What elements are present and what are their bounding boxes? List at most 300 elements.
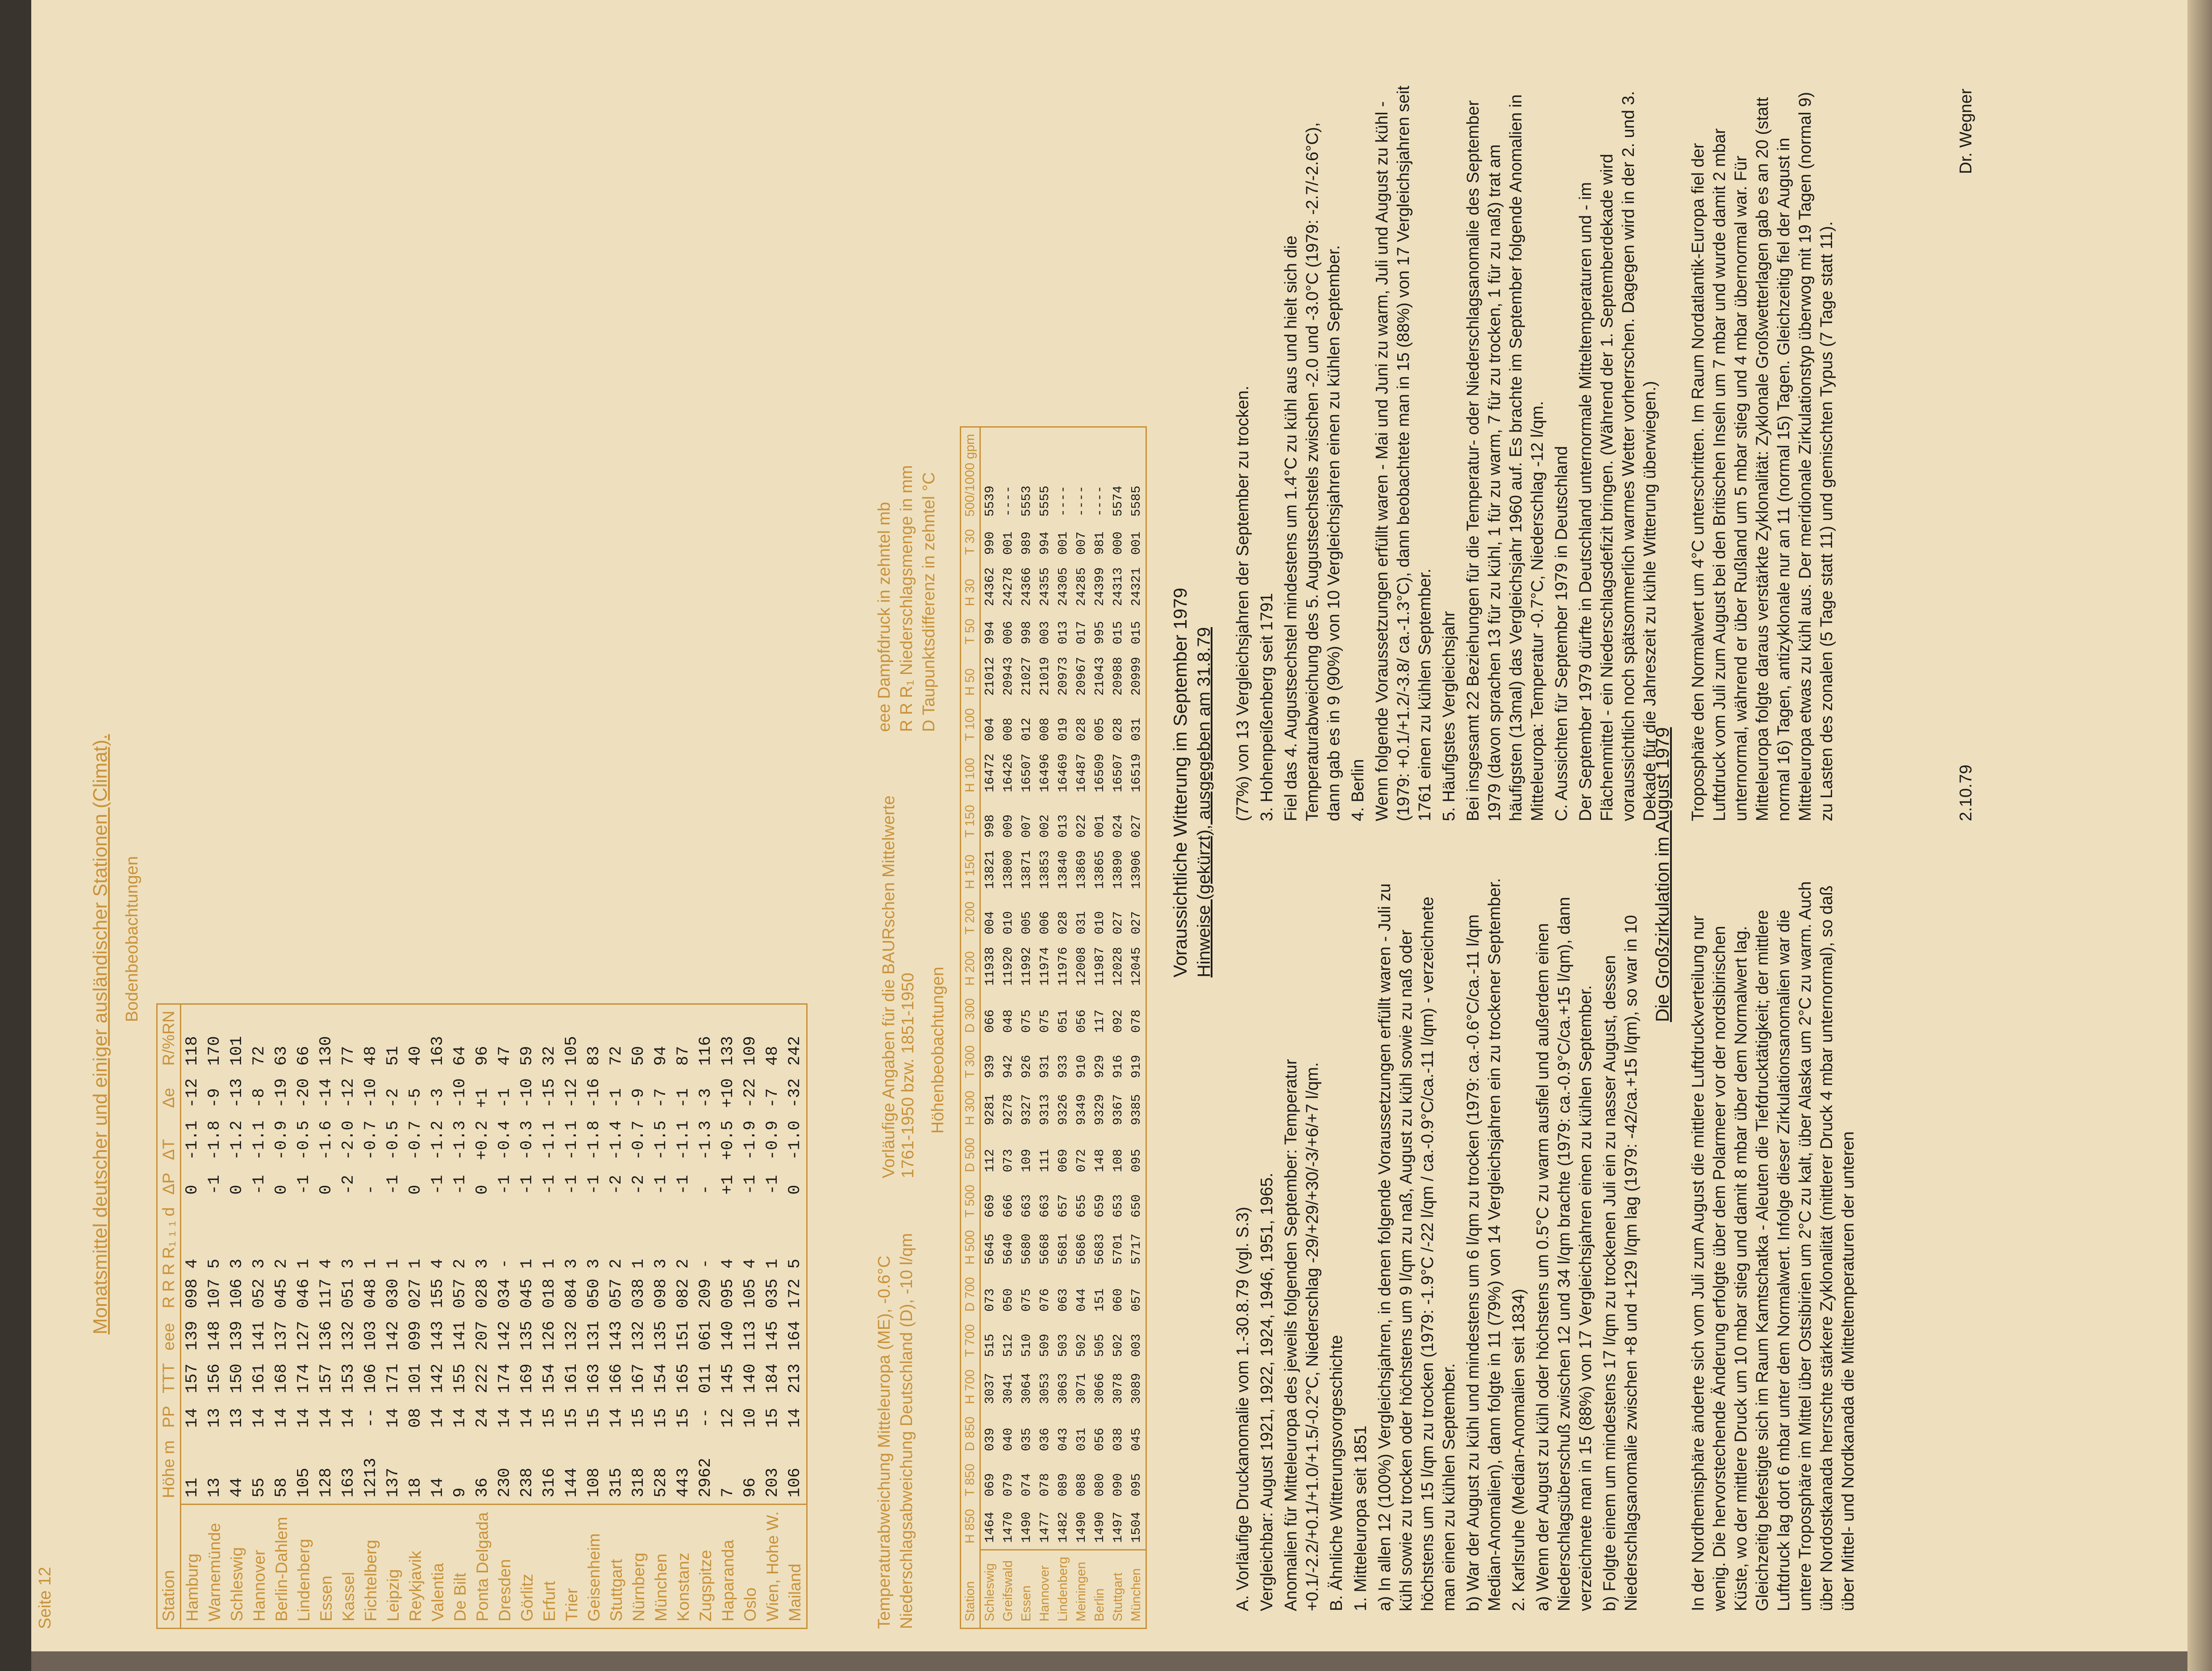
ground-table-value-cell: 51 — [384, 1046, 403, 1066]
ground-table-value-cell: 145 — [763, 1321, 782, 1351]
ground-table-value-cell: -22 — [741, 1078, 760, 1108]
ground-table-station-cell: Berlin-Dahlem — [271, 1505, 293, 1629]
upper-table-value-cell: 148 — [1092, 1149, 1107, 1172]
ground-table-row — [762, 1004, 784, 1628]
upper-table-station-cell: Schleswig — [980, 1550, 1000, 1628]
upper-table-value-cell: 015 — [1111, 621, 1125, 644]
upper-table-value-cell: 11974 — [1037, 947, 1052, 986]
forecast-paragraph: 1. Mitteleuropa seit 1851 — [1351, 1425, 1370, 1611]
upper-table-value-cell: 006 — [1001, 621, 1016, 644]
note-temperature: Temperaturabweichung Mitteleuropa (ME), -0.6°C — [875, 1255, 894, 1629]
upper-table-value-cell: ---- — [1001, 486, 1016, 517]
ground-table-value-cell: -1.1 — [183, 1120, 202, 1160]
ground-table-station-cell: München — [650, 1505, 672, 1629]
forecast-subtitle: Hinweise (gekürzt), ausgegeben am 31.8.79 — [1194, 627, 1214, 977]
ground-table-value-cell: 034 - — [496, 1259, 514, 1309]
ground-table-value-cell: -0.5 — [384, 1120, 403, 1160]
ground-table-value-cell: -1.9 — [741, 1120, 760, 1160]
upper-table-value-cell: 5645 — [983, 1233, 997, 1265]
upper-table-header-cell: D 700 — [961, 1271, 980, 1318]
ground-table-value-cell: -0.7 — [406, 1120, 425, 1160]
upper-table-value-cell: 5553 — [1019, 486, 1034, 517]
ground-table-value-cell: 15 — [585, 1408, 604, 1428]
upper-table-value-cell: 3063 — [1056, 1373, 1071, 1404]
upper-table-value-cell: 5701 — [1111, 1233, 1125, 1265]
ground-table-value-cell: 47 — [496, 1046, 514, 1066]
ground-table-value-cell: 142 — [384, 1321, 403, 1351]
ground-table-row — [271, 1004, 293, 1628]
ground-table-value-cell: -32 — [786, 1078, 804, 1108]
ground-table-value-cell: 164 — [786, 1321, 804, 1351]
ground-table-value-cell: 0 — [228, 1185, 246, 1195]
ground-table-value-cell: 144 — [562, 1467, 581, 1498]
ground-table-value-cell: 14 — [607, 1408, 626, 1428]
ground-table-header-cell: ΔT — [157, 1114, 181, 1167]
upper-table-row — [980, 427, 1000, 1629]
ground-table-value-cell: -13 — [228, 1078, 246, 1108]
ground-table-value-cell: -1 — [518, 1175, 537, 1195]
ground-table-value-cell: -12 — [562, 1078, 581, 1108]
upper-table-value-cell: 663 — [1037, 1194, 1052, 1218]
upper-table-value-cell: 000 — [1111, 531, 1125, 555]
ground-table-value-cell: -7 — [652, 1088, 671, 1108]
upper-table-station-cell: Berlin — [1091, 1550, 1109, 1628]
upper-table-value-cell: 16496 — [1037, 753, 1052, 793]
upper-table-value-cell: 24399 — [1092, 567, 1107, 607]
forecast-paragraph: (77%) von 13 Vergleichsjahren der September zu trocken. — [1233, 386, 1252, 821]
ground-table-value-cell: 132 — [629, 1321, 648, 1351]
upper-table-value-cell: 13853 — [1037, 850, 1052, 890]
ground-table-value-cell: 057 2 — [607, 1259, 626, 1309]
circulation-author: Dr. Wegner — [1957, 88, 1975, 174]
upper-table-value-cell: 001 — [1129, 531, 1144, 555]
ground-table-value-cell: 66 — [295, 1046, 313, 1066]
ground-table-row — [382, 1004, 404, 1628]
upper-table-header-cell: T 30 — [961, 523, 980, 561]
note-precipitation: Niederschlagsabweichung Deutschland (D), -10 l/qm — [897, 1233, 916, 1629]
ground-table-value-cell: 184 — [763, 1363, 782, 1393]
ground-table-value-cell: -1.8 — [205, 1120, 224, 1160]
upper-table-value-cell: 994 — [983, 621, 997, 644]
upper-table-value-cell: 502 — [1074, 1334, 1089, 1357]
ground-table-value-cell: 045 2 — [272, 1259, 291, 1309]
ground-table-value-cell: 155 — [451, 1363, 470, 1393]
upper-table-value-cell: 007 — [1019, 814, 1034, 838]
forecast-paragraph: Wenn folgende Voraussetzungen erfüllt waren - Mai und Juni zu warm, Juli und August zu kühl - (1979: +0.1/+1.2/-3.8/ ca.-1.3°C), dann beobachtete man in 15 (88%) von 17 Vergleichsjahren seit 1761 einen zu kühlen September. — [1373, 85, 1434, 821]
upper-table-value-cell: 666 — [1001, 1194, 1016, 1218]
upper-table-value-cell: 063 — [1056, 1288, 1071, 1312]
ground-table-value-cell: 77 — [339, 1046, 358, 1066]
ground-table-value-cell: 095 4 — [719, 1259, 737, 1309]
ground-table-value-cell: 157 — [183, 1363, 202, 1393]
upper-table-value-cell: 1504 — [1129, 1512, 1144, 1543]
upper-table-value-cell: 089 — [1056, 1473, 1071, 1496]
upper-table-value-cell: 001 — [1092, 814, 1107, 838]
upper-table-value-cell: 3078 — [1111, 1373, 1125, 1404]
ground-table-value-cell: 106 — [786, 1467, 804, 1498]
ground-table-value-cell: 157 — [317, 1363, 336, 1393]
upper-table-value-cell: 066 — [983, 1009, 997, 1033]
upper-table-value-cell: 024 — [1111, 814, 1125, 838]
upper-table-value-cell: 3064 — [1019, 1373, 1034, 1404]
ground-table-value-cell: -0.5 — [295, 1120, 313, 1160]
ground-table-value-cell: 40 — [406, 1046, 425, 1066]
ground-table-row — [248, 1004, 271, 1628]
upper-table-value-cell: 929 — [1092, 1055, 1107, 1078]
ground-table-value-cell: -1.1 — [562, 1120, 581, 1160]
upper-table-value-cell: 007 — [1074, 531, 1089, 555]
forecast-paragraph: Fiel das 4. Augustsechstel mindestens um 1.4°C zu kühl aus und hielt sich die Temperaturabweichung des 5. Augustsechstels zwischen -2.0 und -3.0°C (1979: -2.7/-2.6°C), dann gab es in 9 (90%) von 10 Vergleichsjahren einen zu kühlen September. — [1282, 122, 1343, 821]
ground-table-row — [672, 1004, 695, 1628]
upper-table-value-cell: 916 — [1111, 1055, 1125, 1078]
upper-table-value-cell: 075 — [1037, 1009, 1052, 1033]
ground-table-value-cell: 171 — [384, 1363, 403, 1393]
ground-table-value-cell: 105 4 — [741, 1259, 760, 1309]
ground-table-station-cell: Nürnberg — [628, 1505, 650, 1629]
upper-table-header-cell: Station — [961, 1550, 980, 1628]
ground-table-value-cell: 084 3 — [562, 1259, 581, 1309]
upper-table-row — [1109, 427, 1127, 1629]
ground-table-value-cell: +0.5 — [719, 1120, 737, 1160]
ground-table-value-cell: 15 — [652, 1408, 671, 1428]
upper-table-value-cell: 1470 — [1001, 1512, 1016, 1543]
upper-table-value-cell: 9349 — [1074, 1094, 1089, 1126]
forecast-title: Voraussichtliche Witterung im September 1979 — [1170, 587, 1191, 977]
ground-table-value-cell: 11 — [183, 1477, 202, 1498]
ground-table-value-cell: - — [362, 1185, 380, 1195]
upper-table-value-cell: 031 — [1129, 718, 1144, 741]
upper-table-value-cell: 20967 — [1074, 657, 1089, 696]
ground-table-row — [695, 1004, 717, 1628]
ground-table-value-cell: 011 — [696, 1363, 715, 1393]
ground-table-value-cell: 207 — [473, 1321, 492, 1351]
upper-table-value-cell: 5686 — [1074, 1233, 1089, 1265]
ground-table-value-cell: 13 — [205, 1477, 224, 1498]
upper-table-value-cell: 3053 — [1037, 1373, 1052, 1404]
ground-table-value-cell: -2 — [607, 1175, 626, 1195]
upper-table-value-cell: 16509 — [1092, 753, 1107, 793]
ground-table-value-cell: -0.9 — [763, 1120, 782, 1160]
ground-table-station-cell: Trier — [561, 1505, 583, 1629]
upper-table-value-cell: 027 — [1129, 814, 1144, 838]
ground-table-value-cell: -1.3 — [451, 1120, 470, 1160]
ground-table-station-cell: Hannover — [248, 1505, 271, 1629]
ground-table-value-cell: 169 — [518, 1363, 537, 1393]
ground-table-value-cell: 96 — [473, 1046, 492, 1066]
upper-table-value-cell: 004 — [983, 911, 997, 935]
upper-table — [960, 426, 1147, 1629]
upper-table-value-cell: 16472 — [983, 753, 997, 793]
ground-table-header-cell: R/%RN — [157, 1004, 181, 1072]
upper-table-value-cell: 013 — [1056, 621, 1071, 644]
upper-table-value-cell: 655 — [1074, 1194, 1089, 1218]
ground-table-station-cell: Zugspitze — [695, 1505, 717, 1629]
ground-table-value-cell: 87 — [674, 1046, 693, 1066]
ground-table-value-cell: -1.1 — [674, 1120, 693, 1160]
forecast-column-2 — [1232, 85, 1663, 821]
upper-table-value-cell: 933 — [1056, 1055, 1071, 1078]
ground-table-value-cell: 163 — [339, 1467, 358, 1498]
ground-table-row — [717, 1004, 739, 1628]
upper-table-value-cell: 045 — [1129, 1428, 1144, 1451]
upper-table-value-cell: 092 — [1111, 1009, 1125, 1033]
upper-table-value-cell: 111 — [1037, 1149, 1052, 1172]
upper-table-value-cell: 16487 — [1074, 753, 1089, 793]
ground-table-value-cell: 15 — [562, 1408, 581, 1428]
upper-table-value-cell: 1464 — [983, 1512, 997, 1543]
ground-table-value-cell: 137 — [384, 1467, 403, 1498]
upper-table-header-cell: H 150 — [961, 844, 980, 895]
ground-table-value-cell: 72 — [250, 1046, 269, 1066]
forecast-paragraph: 5. Häufigstes Vergleichsjahr — [1440, 611, 1458, 821]
ground-table-value-cell: 116 — [696, 1036, 715, 1066]
ground-table-header-cell: ΔP — [157, 1166, 181, 1201]
upper-table-value-cell: 653 — [1111, 1194, 1125, 1218]
upper-table-header-cell: T 100 — [961, 702, 980, 748]
upper-table-value-cell: 003 — [1037, 621, 1052, 644]
upper-table-value-cell: 039 — [983, 1428, 997, 1451]
ground-table-station-cell: Reykjavik — [404, 1505, 427, 1629]
upper-table-wrapper — [960, 426, 1147, 1629]
ground-table-station-cell: Wien, Hohe W. — [762, 1505, 784, 1629]
upper-table-value-cell: 9281 — [983, 1094, 997, 1126]
ground-table-value-cell: 242 — [786, 1036, 804, 1066]
ground-table-value-cell: 163 — [429, 1036, 447, 1066]
upper-table-row — [999, 427, 1017, 1629]
circulation-title: Die Großzirkulation im August 1979 — [1652, 727, 1673, 1022]
ground-table-value-cell: 08 — [406, 1408, 425, 1428]
upper-table-value-cell: 1490 — [1092, 1512, 1107, 1543]
upper-table-header-cell: D 850 — [961, 1410, 980, 1457]
upper-table-value-cell: 9367 — [1111, 1094, 1125, 1126]
upper-table-value-cell: 13906 — [1129, 850, 1144, 890]
ground-table-header-cell: Δe — [157, 1072, 181, 1114]
ground-title: Bodenbeobachtungen — [123, 856, 142, 1022]
ground-table-row — [784, 1004, 807, 1628]
upper-table-value-cell: 044 — [1074, 1288, 1089, 1312]
ground-table-value-cell: 528 — [652, 1467, 671, 1498]
ground-table-value-cell: -1 — [607, 1088, 626, 1108]
ground-table-value-cell: 2962 — [696, 1458, 715, 1498]
ground-table-value-cell: 318 — [629, 1467, 648, 1498]
ground-table-value-cell: -2.0 — [339, 1120, 358, 1160]
ground-table-row — [739, 1004, 762, 1628]
upper-table-value-cell: 9327 — [1019, 1094, 1034, 1126]
upper-table-value-cell: 027 — [1111, 911, 1125, 935]
upper-table-value-cell: 11976 — [1056, 947, 1071, 986]
upper-table-header-cell: T 50 — [961, 612, 980, 651]
upper-table-value-cell: 20943 — [1001, 657, 1016, 696]
upper-table-header-cell: H 850 — [961, 1503, 980, 1550]
ground-table-value-cell: 222 — [473, 1363, 492, 1393]
ground-table-header-cell: eee — [157, 1314, 181, 1357]
ground-table-value-cell: 94 — [652, 1046, 671, 1066]
ground-table-station-cell: Fichtelberg — [360, 1505, 382, 1629]
upper-table-value-cell: 24305 — [1056, 567, 1071, 607]
ground-table-value-cell: 028 3 — [473, 1259, 492, 1309]
ground-table-value-cell: 170 — [205, 1036, 224, 1066]
ground-table-value-cell: -3 — [429, 1088, 447, 1108]
ground-table-value-cell: -1.2 — [429, 1120, 447, 1160]
ground-table-value-cell: 14 — [183, 1408, 202, 1428]
ground-table-value-cell: -0.3 — [518, 1120, 537, 1160]
ground-table-value-cell: 101 — [228, 1036, 246, 1066]
upper-table-header-cell: H 500 — [961, 1224, 980, 1271]
upper-table-value-cell: 078 — [1037, 1473, 1052, 1496]
upper-table-value-cell: 657 — [1056, 1194, 1071, 1218]
forecast-paragraph: Der September 1979 dürfte in Deutschland unternormale Mitteltemperaturen und - im Flächenmittel - ein Niederschlagsdefizit bringen. (Während der 1. Septemberdekade wird voraussichtlich noch spätsommerlich warmes Wetter vorherrschen. Dagegen wird in der 2. und 3. Dekade für die Jahreszeit zu kühle Witterung überwiegen.) — [1576, 91, 1659, 821]
ground-table-value-cell: 135 — [652, 1321, 671, 1351]
upper-table-row — [1036, 427, 1054, 1629]
upper-table-header-cell: H 300 — [961, 1085, 980, 1131]
upper-table-value-cell: 20988 — [1111, 657, 1125, 696]
ground-table-value-cell: 027 1 — [406, 1259, 425, 1309]
ground-table-value-cell: 230 — [496, 1467, 514, 1498]
upper-table-value-cell: 24278 — [1001, 567, 1016, 607]
ground-table-value-cell: +10 — [719, 1078, 737, 1108]
ground-table-value-cell: 64 — [451, 1046, 470, 1066]
upper-table-value-cell: 994 — [1037, 531, 1052, 555]
upper-table-header-cell: H 200 — [961, 941, 980, 992]
ground-table-station-cell: Lindenberg — [293, 1505, 315, 1629]
ground-table-value-cell: 13 — [228, 1408, 246, 1428]
upper-table-value-cell: 5681 — [1056, 1233, 1071, 1265]
ground-table-value-cell: 59 — [518, 1046, 537, 1066]
ground-table-value-cell: 154 — [652, 1363, 671, 1393]
ground-table-value-cell: 48 — [362, 1046, 380, 1066]
ground-table-value-cell: 14 — [496, 1408, 514, 1428]
ground-table-value-cell: -0.7 — [362, 1120, 380, 1160]
upper-table-station-cell: Hannover — [1036, 1550, 1054, 1628]
upper-table-value-cell: 16469 — [1056, 753, 1071, 793]
upper-table-value-cell: 078 — [1129, 1009, 1144, 1033]
upper-table-header-cell: H 700 — [961, 1363, 980, 1410]
upper-table-row — [1127, 427, 1146, 1629]
ground-table-value-cell: 130 — [317, 1036, 336, 1066]
ground-table-value-cell: -1.0 — [786, 1120, 804, 1160]
upper-table-value-cell: 031 — [1074, 1428, 1089, 1451]
upper-table-value-cell: 019 — [1056, 718, 1071, 741]
upper-table-value-cell: 21012 — [983, 657, 997, 696]
ground-table-value-cell: 155 4 — [429, 1259, 447, 1309]
upper-table-value-cell: 017 — [1074, 621, 1089, 644]
upper-table-value-cell: 995 — [1092, 621, 1107, 644]
legend-dewpoint: D Taupunktsdifferenz in zehntel °C — [920, 472, 938, 732]
ground-table-value-cell: 15 — [763, 1408, 782, 1428]
ground-table-header-cell: R R R R₁ ₁ ₁ d — [157, 1201, 181, 1315]
ground-table-value-cell: -3 — [696, 1088, 715, 1108]
upper-table-station-cell: Essen — [1017, 1550, 1036, 1628]
ground-table-value-cell: 143 — [429, 1321, 447, 1351]
ground-table-value-cell: -1 — [652, 1175, 671, 1195]
ground-table-value-cell: -- — [696, 1408, 715, 1428]
ground-table-value-cell: -1 — [295, 1175, 313, 1195]
upper-table-header-cell: D 300 — [961, 992, 980, 1039]
ground-table-value-cell: +0.2 — [473, 1120, 492, 1160]
forecast-paragraph: 3. Hohenpeißenberg seit 1791 — [1258, 593, 1276, 821]
ground-table-value-cell: - — [696, 1185, 715, 1195]
ground-table-value-cell: 14 — [384, 1408, 403, 1428]
upper-table-value-cell: 5539 — [983, 486, 997, 517]
upper-table-value-cell: 028 — [1074, 718, 1089, 741]
upper-table-value-cell: 20973 — [1056, 657, 1071, 696]
ground-table-value-cell: 48 — [763, 1046, 782, 1066]
circulation-column-2: Troposphäre den Normalwert um 4°C unterschritten. Im Raum Nordatlantik-Europa fiel der Luftdruck vom Juli zum August bei den Britischen Inseln um 7 mbar und wurde damit 2 mbar unternormal, während er über Rußland um 5 mbar stieg und 4 mbar übernormal war. Für Mitteleuropa folgte daraus verstärkte Zyklonalität: Zyklonale Großwetterlagen gab es an 20 (statt normal 16) Tagen, antizyklonale nur an 11 (normal 15) Tagen. Gleichzeitig fiel der August in Mitteleuropa etwas zu kühl aus. Der meridionale Zirkulationstyp überwog mit 19 Tagen (normal 9) zu Lasten des zonalen (5 Tage statt 11) und gemischten Typus (7 Tage statt 11). — [1689, 91, 1836, 821]
upper-table-value-cell: 3037 — [983, 1373, 997, 1404]
forecast-paragraph: B. Ähnliche Witterungsvorgeschichte — [1327, 1335, 1346, 1611]
upper-table-value-cell: 515 — [983, 1334, 997, 1357]
upper-table-value-cell: 031 — [1074, 911, 1089, 935]
ground-table-station-cell: Dresden — [494, 1505, 516, 1629]
upper-table-value-cell: 502 — [1111, 1334, 1125, 1357]
ground-table-value-cell: 14 — [339, 1408, 358, 1428]
ground-table-station-cell: De Bilt — [449, 1505, 471, 1629]
ground-table-value-cell: -12 — [183, 1078, 202, 1108]
upper-table-value-cell: 931 — [1037, 1055, 1052, 1078]
upper-table-value-cell: 073 — [1001, 1149, 1016, 1172]
ground-table-value-cell: -19 — [272, 1078, 291, 1108]
ground-table-station-cell: Stuttgart — [605, 1505, 628, 1629]
ground-table-value-cell: 161 — [562, 1363, 581, 1393]
ground-table-value-cell: 050 3 — [585, 1259, 604, 1309]
ground-table-value-cell: 315 — [607, 1467, 626, 1498]
ground-table-value-cell: -9 — [205, 1088, 224, 1108]
ground-table-row — [516, 1004, 538, 1628]
ground-table-value-cell: 209 - — [696, 1259, 715, 1309]
ground-table-value-cell: 44 — [228, 1477, 246, 1498]
ground-table-value-cell: 161 — [250, 1363, 269, 1393]
upper-table-value-cell: 001 — [1001, 531, 1016, 555]
forecast-paragraph: 2. Karlsruhe (Median-Anomalien seit 1834) — [1509, 1289, 1528, 1611]
ground-table-station-cell: Essen — [315, 1505, 337, 1629]
ground-table-value-cell: 137 — [272, 1321, 291, 1351]
ground-table-value-cell: 36 — [473, 1477, 492, 1498]
upper-table-value-cell: 008 — [1037, 718, 1052, 741]
ground-table-value-cell: 15 — [540, 1408, 559, 1428]
upper-table-value-cell: 5680 — [1019, 1233, 1034, 1265]
ground-table-value-cell: 13 — [205, 1408, 224, 1428]
upper-table-value-cell: 659 — [1092, 1194, 1107, 1218]
upper-table-value-cell: 5683 — [1092, 1233, 1107, 1265]
ground-table-station-cell: Haparanda — [717, 1505, 739, 1629]
upper-table-value-cell: 510 — [1019, 1334, 1034, 1357]
upper-table-value-cell: 079 — [1001, 1473, 1016, 1496]
upper-table-value-cell: 015 — [1129, 621, 1144, 644]
ground-table-value-cell: 045 1 — [518, 1259, 537, 1309]
upper-table-header — [961, 427, 980, 1629]
ground-table-row — [360, 1004, 382, 1628]
circulation-column-1: In der Nordhemisphäre änderte sich vom Juli zum August die mittlere Luftdruckverteilung nur wenig. Die hervorstechende Änderung erfolgte über dem Polarmeer vor der nordsibirischen Küste, wo der mittlere Druck um 10 mbar stieg und damit 8 mbar über dem Normalwert lag. Gleichzeitig befestigte sich im Raum Kamtschatka - Aleuten die Tiefdrucktätigkeit; der mittlere Luftdruck lag dort 6 mbar unter dem Normalwert. Infolge dieser Zirkulationsanomalien war die untere Troposphäre im Mittel über Ostsibirien um 2°C zu kalt, über Alaska um 2°C zu warm. Auch über Nordostkanada herrschte stärkere Zyklonalität (mittlerer Druck 4 mbar unternormal), so daß über Mittel- und Nordkanada die Mitteltemperaturen der unteren — [1689, 881, 1858, 1611]
upper-table-value-cell: 151 — [1092, 1288, 1107, 1312]
upper-table-row — [1054, 427, 1072, 1629]
ground-table-row — [561, 1004, 583, 1628]
ground-table-value-cell: 14 — [272, 1408, 291, 1428]
ground-table-row — [315, 1004, 337, 1628]
upper-table-station-cell: Greifswald — [999, 1550, 1017, 1628]
ground-table-value-cell: -9 — [629, 1088, 648, 1108]
ground-table-value-cell: 0 — [183, 1185, 202, 1195]
ground-table-value-cell: 14 — [317, 1408, 336, 1428]
upper-table-value-cell: 036 — [1037, 1428, 1052, 1451]
upper-table-value-cell: ---- — [1074, 486, 1089, 517]
page-number: Seite 12 — [36, 1567, 54, 1629]
ground-table-value-cell: -1.3 — [696, 1120, 715, 1160]
upper-table-value-cell: 942 — [1001, 1055, 1016, 1078]
page-edge — [2187, 0, 2212, 1671]
ground-table-value-cell: 83 — [585, 1046, 604, 1066]
ground-table-value-cell: 14 — [429, 1477, 447, 1498]
upper-table-value-cell: 505 — [1092, 1334, 1107, 1357]
